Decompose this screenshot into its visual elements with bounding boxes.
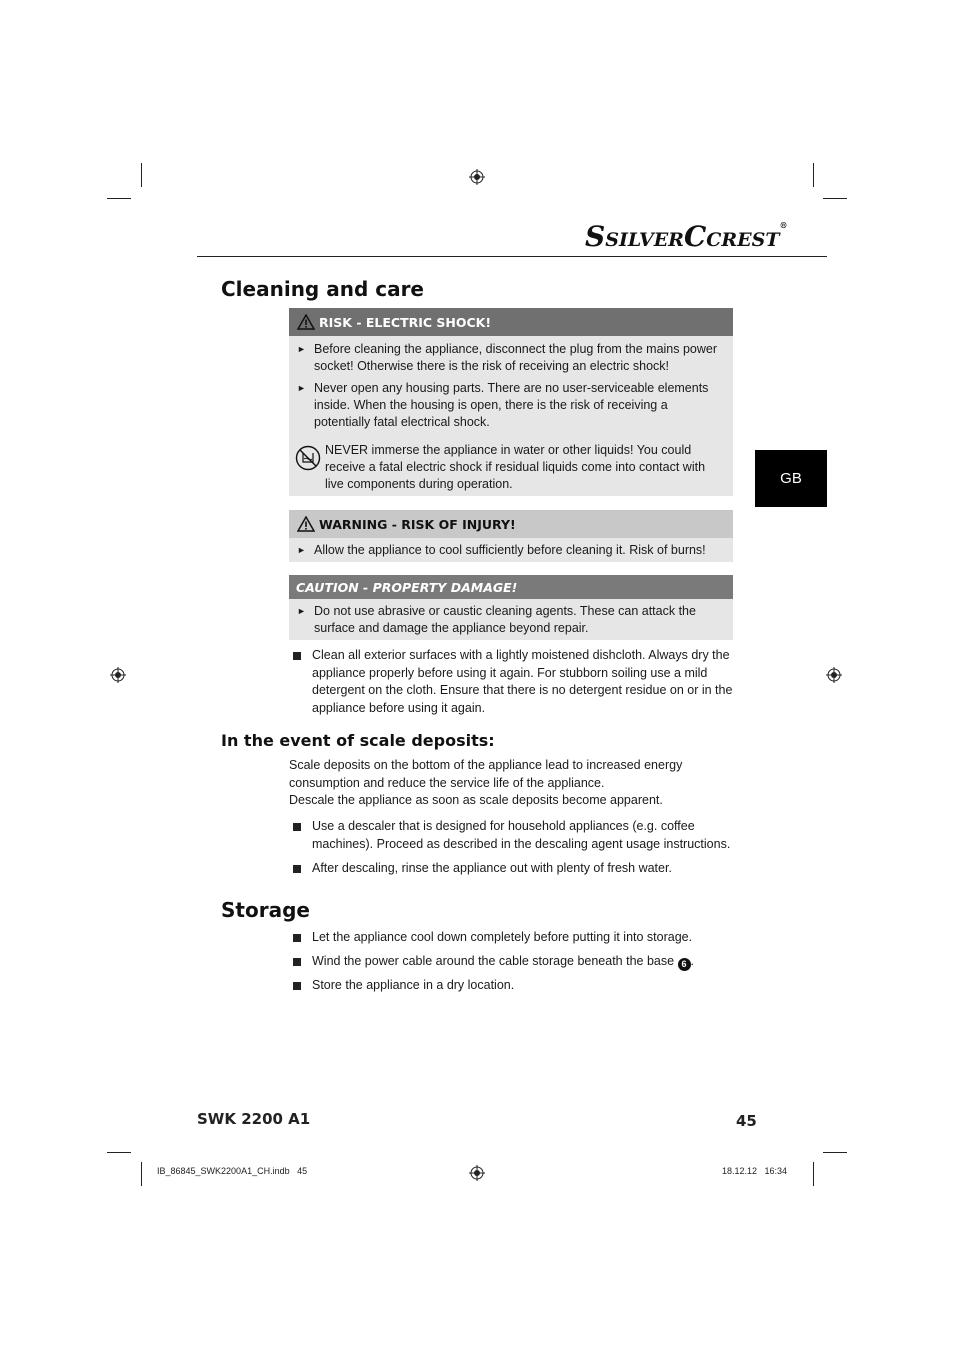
crop-mark xyxy=(141,1162,142,1186)
registration-mark-icon xyxy=(826,667,842,683)
no-immersion-icon xyxy=(295,445,321,471)
crop-mark xyxy=(823,1152,847,1153)
risk-item: ► Before cleaning the appliance, disconnect the plug from the mains power socket! Otherwise there is the risk of receiving an electric shock! xyxy=(297,342,718,373)
list-item: Clean all exterior surfaces with a lightly moistened dishcloth. Always dry the appliance properly before using it again. For stubborn soiling use a mild detergent on the cloth. Ensure that there is no detergent residue on or in the appliance before using it again. xyxy=(293,647,733,717)
warning-triangle-icon xyxy=(297,516,315,532)
slug-file-info: IB_86845_SWK2200A1_CH.indb 45 xyxy=(157,1166,308,1176)
caution-item: ► Do not use abrasive or caustic cleaning agents. These can attack the surface and damage the appliance beyond repair. xyxy=(297,604,696,635)
crop-mark xyxy=(107,198,131,199)
immerse-note: NEVER immerse the appliance in water or other liquids! You could receive a fatal electric shock if residual liquids come into contact with live components during operation. xyxy=(289,442,733,493)
crop-mark xyxy=(813,163,814,187)
slug-date-time: 18.12.12 16:34 xyxy=(722,1166,788,1176)
warning-heading: WARNING - RISK OF INJURY! xyxy=(289,510,733,538)
crop-mark xyxy=(141,163,142,187)
registration-mark-icon xyxy=(110,667,126,683)
language-tab xyxy=(755,450,827,507)
crop-mark xyxy=(823,198,847,199)
scale-paragraph: Scale deposits on the bottom of the appliance lead to increased energy consumption and reduce the service life of the appliance. Descale the appliance as soon as scale deposits become apparent. xyxy=(289,758,683,807)
crop-mark xyxy=(813,1162,814,1186)
header-rule xyxy=(197,256,827,257)
page-number: 45 xyxy=(736,1112,757,1130)
risk-item: ► Never open any housing parts. There are no user-serviceable elements inside. When the housing is open, there is the risk of receiving a potentially fatal electrical shock. xyxy=(297,381,709,429)
risk-electric-shock-box xyxy=(289,308,733,496)
list-item: Store the appliance in a dry location. xyxy=(293,977,733,995)
section-title-cleaning: Cleaning and care xyxy=(221,277,424,301)
warning-triangle-icon xyxy=(297,314,315,330)
language-tab-label: GB xyxy=(780,470,802,487)
list-item: Use a descaler that is designed for household appliances (e.g. coffee machines). Proceed as described in the descaling agent usage instructions. xyxy=(293,818,733,853)
brand-logo: SSILVERCCREST® xyxy=(585,220,788,253)
registration-mark-icon xyxy=(469,1165,485,1181)
list-item: Let the appliance cool down completely before putting it into storage. xyxy=(293,929,733,947)
part-number-badge: 6 xyxy=(678,958,691,971)
warning-item: ► Allow the appliance to cool sufficiently before cleaning it. Risk of burns! xyxy=(297,543,706,557)
caution-damage-box xyxy=(289,575,733,640)
registration-mark-icon xyxy=(469,169,485,185)
warning-injury-box xyxy=(289,510,733,562)
caution-heading: CAUTION - PROPERTY DAMAGE! xyxy=(289,575,733,599)
section-title-scale: In the event of scale deposits: xyxy=(221,731,495,750)
crop-mark xyxy=(107,1152,131,1153)
risk-heading: RISK - ELECTRIC SHOCK! xyxy=(289,308,733,336)
list-item: Wind the power cable around the cable storage beneath the base 6 . xyxy=(293,953,733,971)
list-item: After descaling, rinse the appliance out with plenty of fresh water. xyxy=(293,860,733,878)
section-title-storage: Storage xyxy=(221,898,310,922)
footer-model: SWK 2200 A1 xyxy=(197,1110,311,1128)
